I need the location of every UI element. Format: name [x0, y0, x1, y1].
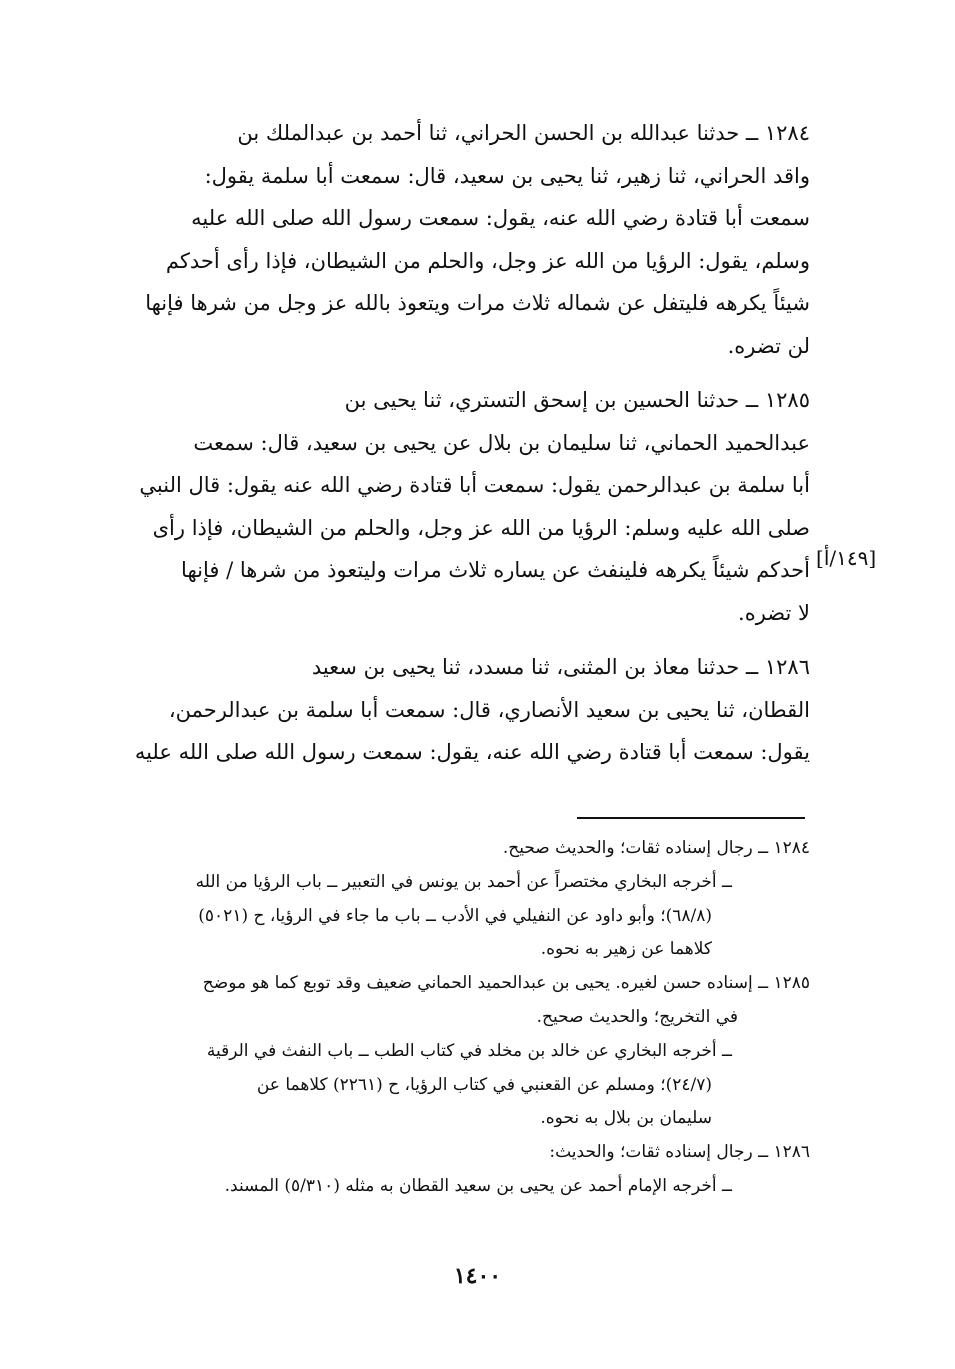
footnote-line: ــ أخرجه البخاري مختصراً عن أحمد بن يونس في التعبير ــ باب الرؤيا من الله: [195, 871, 732, 892]
text-line: أحدكم شيئاً يكرهه فلينفث عن يساره ثلاث مرات وليتعوذ من شرها / فإنها: [181, 558, 810, 582]
text-line: يقول: سمعت أبا قتادة رضي الله عنه، يقول: سمعت رسول الله صلى الله عليه: [134, 740, 810, 764]
page-number: ١٤٠٠: [453, 1263, 502, 1289]
text-line: ١٢٨٥ ــ حدثنا الحسين بن إسحق التستري، ثنا يحيى بن: [344, 388, 810, 412]
footnote-line: (٦٨/٨)؛ وأبو داود عن النفيلي في الأدب ــ باب ما جاء في الرؤيا، ح (٥٠٢١): [198, 905, 712, 926]
text-line: ١٢٨٦ ــ حدثنا معاذ بن المثنى، ثنا مسدد، ثنا يحيى بن سعيد: [311, 655, 810, 679]
text-line: عبدالحميد الحماني، ثنا سليمان بن بلال عن يحيى بن سعيد، قال: سمعت: [193, 430, 810, 455]
text-line: أبا سلمة بن عبدالرحمن يقول: سمعت أبا قتادة رضي الله عنه يقول: قال النبي: [139, 473, 810, 497]
footnote-line: ــ أخرجه الإمام أحمد عن يحيى بن سعيد القطان به مثله (٥/٣١٠) المسند.: [224, 1175, 732, 1196]
hadith-1284: [100, 112, 810, 367]
footnote-line: في التخريج؛ والحديث صحيح.: [536, 1006, 738, 1027]
footnote-line: ١٢٨٥ ــ إسناده حسن لغيره. يحيى بن عبدالحميد الحماني ضعيف وقد توبع كما هو موضح: [202, 973, 810, 994]
hadith-1285: [100, 379, 810, 634]
footnote-separator: [577, 817, 805, 819]
text-line: لا تضره.: [738, 600, 810, 625]
footnote-line: كلاهما عن زهير به نحوه.: [540, 939, 712, 960]
text-line: لن تضره.: [727, 333, 810, 358]
text-line: سمعت أبا قتادة رضي الله عنه، يقول: سمعت رسول الله صلى الله عليه: [191, 206, 810, 230]
text-line: شيئاً يكرهه فليتفل عن شماله ثلاث مرات ويتعوذ بالله عز وجل من شرها فإنها: [145, 291, 810, 315]
text-line: واقد الحراني، ثنا زهير، ثنا يحيى بن سعيد، قال: سمعت أبا سلمة يقول:: [204, 163, 810, 188]
footnote-line: ١٢٨٦ ــ رجال إسناده ثقات؛ والحديث:: [549, 1142, 810, 1163]
text-line: ١٢٨٤ ــ حدثنا عبدالله بن الحسن الحراني، ثنا أحمد بن عبدالملك بن: [237, 121, 810, 145]
footnotes: [100, 832, 810, 1204]
manuscript-folio-marker: [١٤٩/أ]: [816, 546, 877, 570]
footnote-line: (٢٤/٧)؛ ومسلم عن القعنبي في كتاب الرؤيا، ح (٢٢٦١) كلاهما عن: [256, 1074, 712, 1095]
main-text: [100, 112, 810, 786]
footnote-line: سليمان بن بلال به نحوه.: [540, 1108, 712, 1129]
text-line: وسلم، يقول: الرؤيا من الله عز وجل، والحلم من الشيطان، فإذا رأى أحدكم: [165, 248, 810, 273]
text-line: صلى الله عليه وسلم: الرؤيا من الله عز وجل، والحلم من الشيطان، فإذا رأى: [152, 515, 810, 540]
text-line: القطان، ثنا يحيى بن سعيد الأنصاري، قال: سمعت أبا سلمة بن عبدالرحمن،: [168, 697, 810, 722]
footnote-line: ــ أخرجه البخاري عن خالد بن مخلد في كتاب الطب ــ باب النفث في الرقية: [206, 1040, 732, 1061]
footnote-line: ١٢٨٤ ــ رجال إسناده ثقات؛ والحديث صحيح.: [502, 838, 810, 858]
hadith-1286: [100, 646, 810, 774]
